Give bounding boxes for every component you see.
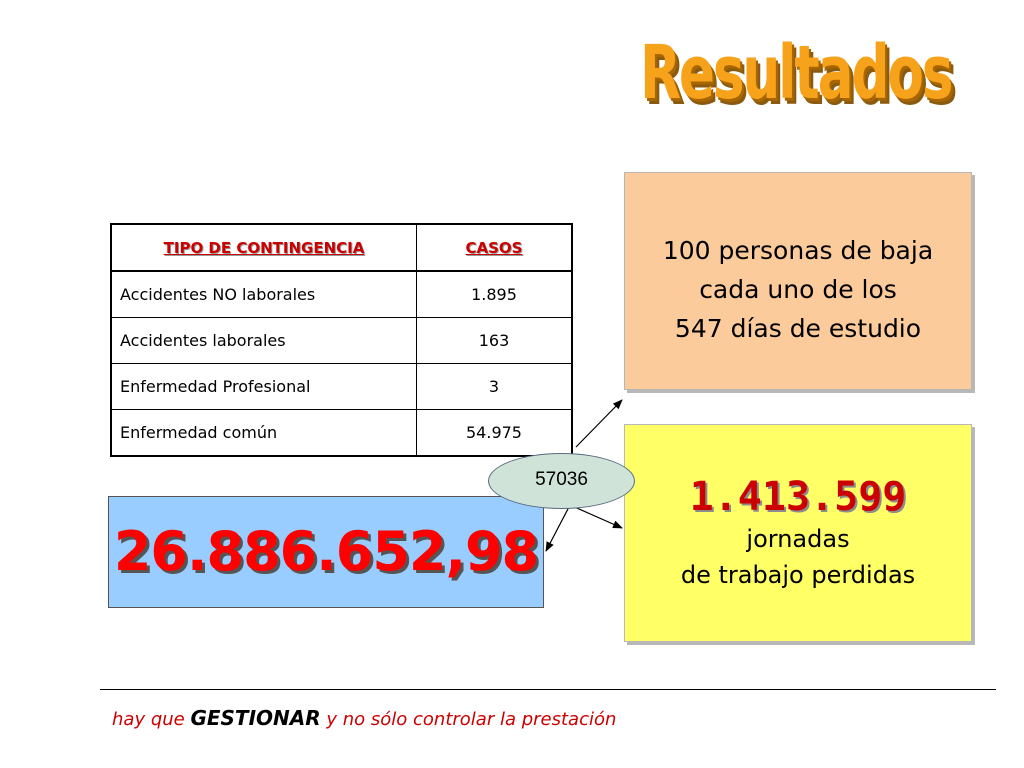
- footer-divider: [100, 689, 996, 690]
- header-tipo: TIPO DE CONTINGENCIA: [111, 224, 417, 271]
- footer-emphasis: GESTIONAR: [190, 706, 321, 730]
- staff-absence-line: 100 personas de baja: [662, 236, 934, 265]
- cell-tipo: Enfermedad común: [111, 410, 417, 457]
- lost-workdays-box: [624, 424, 972, 642]
- table-row: [111, 364, 572, 410]
- footer-part-1: hay que: [112, 709, 191, 730]
- cell-tipo: Enfermedad Profesional: [111, 364, 417, 410]
- lost-workdays-label-1: jornadas: [746, 525, 850, 553]
- arrow-to-cost-box: [546, 505, 570, 551]
- cell-tipo: Accidentes laborales: [111, 318, 417, 364]
- header-casos: CASOS: [417, 224, 573, 271]
- staff-absence-line: cada uno de los: [699, 275, 897, 304]
- table-row: [111, 271, 572, 318]
- arrow-to-workdays-box: [570, 505, 622, 528]
- footer-part-2: y no sólo controlar la prestación: [320, 709, 617, 730]
- slide-title: Resultados: [640, 30, 952, 116]
- cell-casos: 54.975: [417, 410, 573, 457]
- contingency-table: [110, 223, 573, 457]
- table-row: [111, 410, 572, 457]
- cell-casos: 1.895: [417, 271, 573, 318]
- lost-workdays-label-2: de trabajo perdidas: [680, 561, 916, 589]
- arrow-to-staff-box: [576, 400, 622, 447]
- cell-casos: 3: [417, 364, 573, 410]
- staff-absence-line: 547 días de estudio: [674, 314, 922, 343]
- lost-workdays-value: 1.413.599: [689, 474, 907, 520]
- total-cases-badge: 57036: [488, 453, 635, 509]
- table-row: [111, 318, 572, 364]
- footer-slogan: [112, 706, 616, 730]
- staff-absence-box: [624, 172, 972, 390]
- table-header-row: [111, 224, 572, 271]
- cell-tipo: Accidentes NO laborales: [111, 271, 417, 318]
- cost-value: 26.886.652,98: [113, 520, 539, 583]
- cost-box: [108, 496, 544, 608]
- cell-casos: 163: [417, 318, 573, 364]
